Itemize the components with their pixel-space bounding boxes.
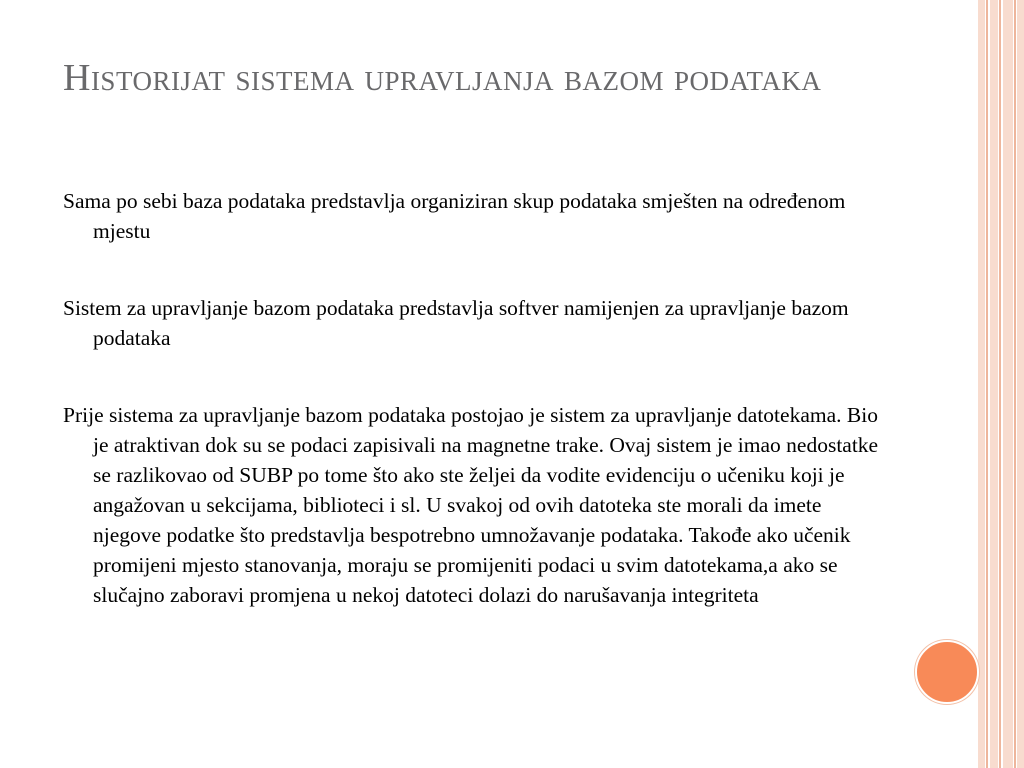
- decorative-stripe: [1014, 0, 1016, 768]
- paragraph-2: Sistem za upravljanje bazom podataka predstavlja softver namijenjen za upravljanje bazom podataka: [63, 296, 849, 350]
- paragraph-3: Prije sistema za upravljanje bazom podataka postojao je sistem za upravljanje datotekama. Bio je atraktivan dok su se podaci zapisivali na magnetne trake. Ovaj sistem je imao nedostatke se razlikovao od SUBP po tome što ako ste željei da vodite evidenciju o učeniku koji je angažovan u sekcijama, biblioteci i sl. U svakoj od ovih datoteka ste morali da imete njegove podatke što predstavlja bespotrebno umnožavanje podataka. Takođe ako učenik promijeni mjesto stanovanja, moraju se promijeniti podaci u svim datotekama,a ako se slučajno zaboravi promjena u nekoj datoteci dolazi do narušavanja integriteta: [63, 403, 879, 607]
- decorative-stripe: [1017, 0, 1024, 768]
- decorative-stripe: [999, 0, 1001, 768]
- decorative-stripe: [978, 0, 985, 768]
- decorative-circle: [915, 640, 979, 704]
- decorative-stripe: [990, 0, 998, 768]
- slide-body: [63, 186, 883, 610]
- paragraph-1: Sama po sebi baza podataka predstavlja organiziran skup podataka smješten na određenom mjestu: [63, 189, 846, 243]
- decorative-stripe: [986, 0, 988, 768]
- decorative-stripe: [1003, 0, 1013, 768]
- slide-title: Historijat sistema upravljanja bazom podataka: [63, 57, 822, 99]
